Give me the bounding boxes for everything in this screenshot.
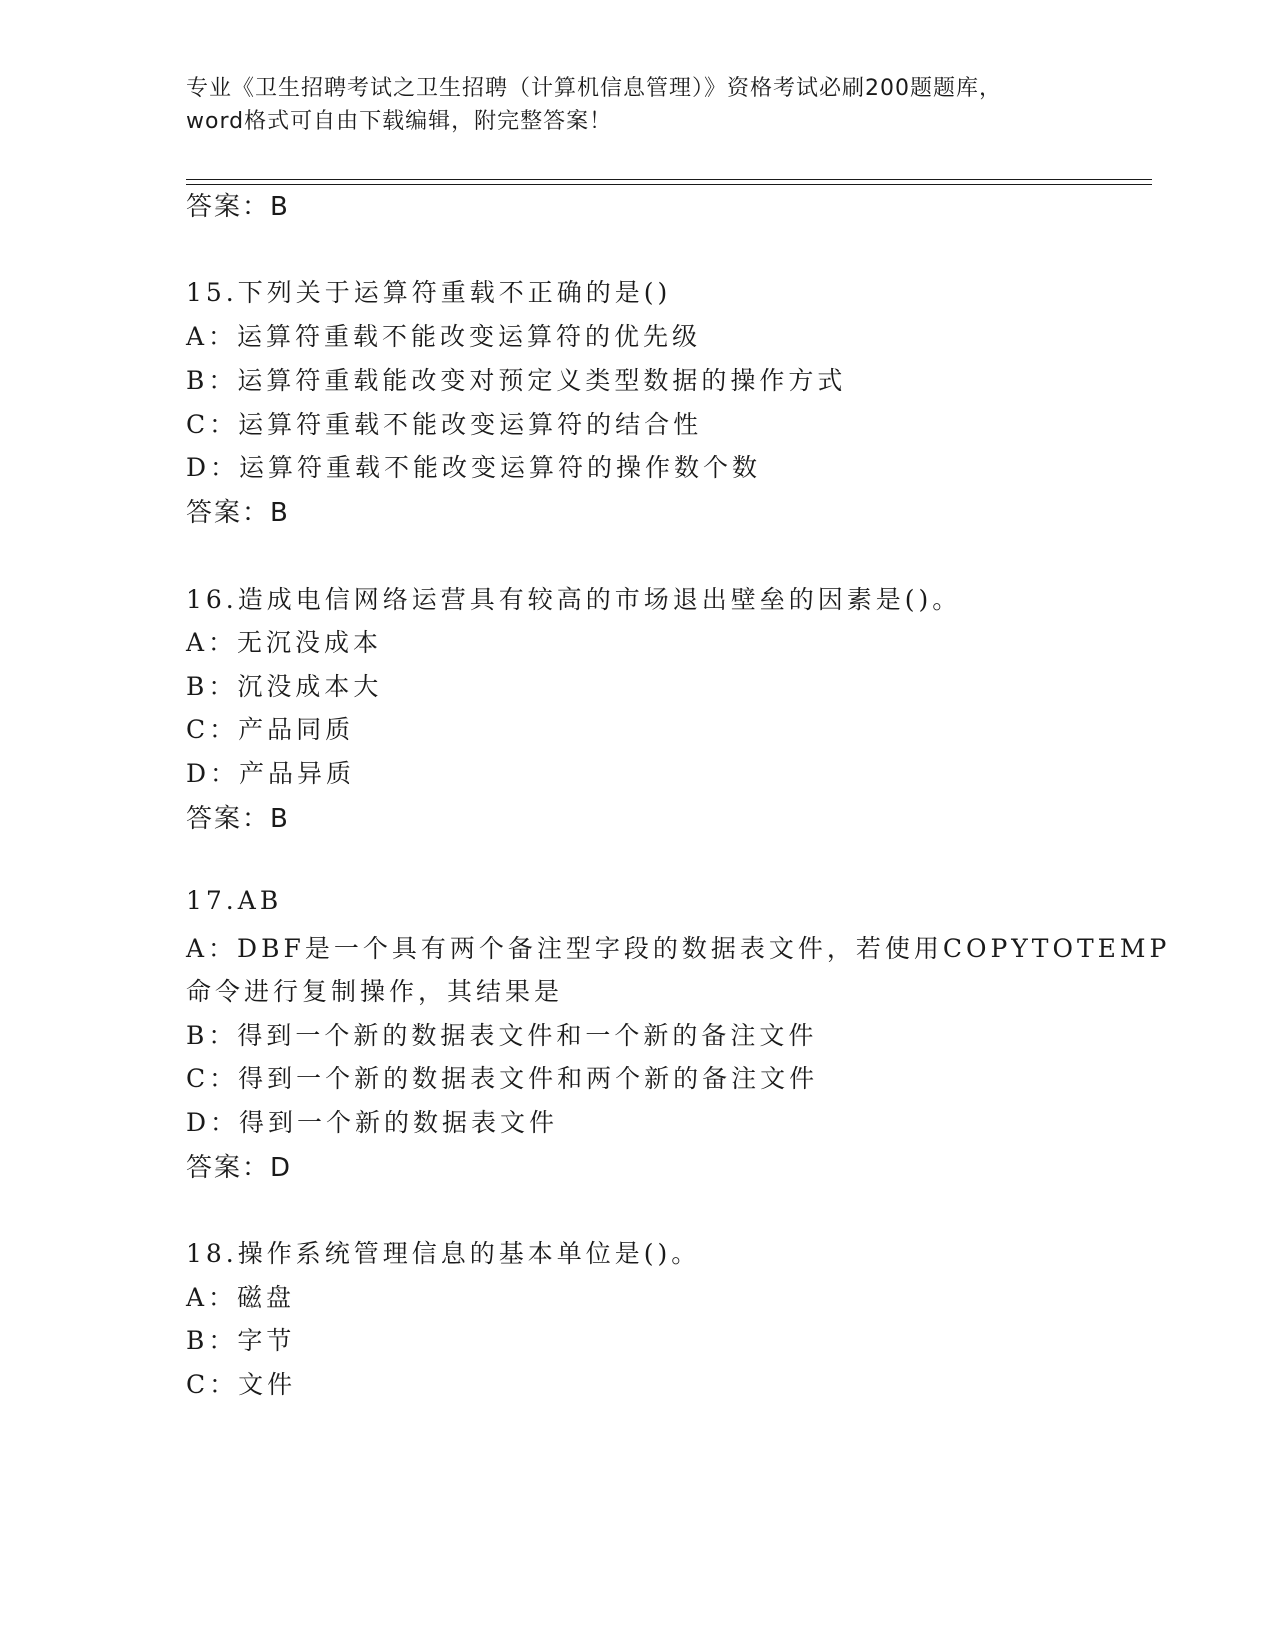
answer-line: 答案：B [186,498,290,528]
answer-line: 答案：D [186,1153,293,1183]
option-a: A：运算符重载不能改变运算符的优先级 [186,322,702,351]
question-stem: 16.造成电信网络运营具有较高的市场退出壁垒的因素是()。 [186,585,962,614]
option-d: D：得到一个新的数据表文件 [186,1108,559,1137]
option-c: C：运算符重载不能改变运算符的结合性 [186,410,703,439]
answer-line: 答案：B [186,804,290,834]
option-b: B：运算符重载能改变对预定义类型数据的操作方式 [186,366,847,395]
header-line-1: 专业《卫生招聘考试之卫生招聘（计算机信息管理）》资格考试必刷200题题库， [186,76,1002,101]
answer-line: 答案：B [186,192,290,222]
option-b: B：字节 [186,1326,296,1355]
option-a: A：磁盘 [186,1283,296,1312]
header-line-2: word格式可自由下载编辑，附完整答案！ [186,109,613,134]
option-a: A：无沉没成本 [186,628,383,657]
option-a: A：DBF是一个具有两个备注型字段的数据表文件，若使用COPYTOTEMP [186,934,1171,963]
question-stem: 17.AB [186,886,283,915]
option-b: B：得到一个新的数据表文件和一个新的备注文件 [186,1021,818,1050]
question-stem: 18.操作系统管理信息的基本单位是()。 [186,1239,701,1268]
option-d: D：产品异质 [186,759,356,788]
document-header [186,72,1086,138]
option-d: D：运算符重载不能改变运算符的操作数个数 [186,453,762,482]
option-a-continued: 命令进行复制操作，其结果是 [186,977,564,1006]
option-c: C：文件 [186,1370,297,1399]
option-b: B：沉没成本大 [186,672,383,701]
header-divider-top [186,179,1152,180]
header-divider-bottom [186,184,1152,185]
question-stem: 15.下列关于运算符重载不正确的是() [186,278,672,307]
option-c: C：得到一个新的数据表文件和两个新的备注文件 [186,1064,819,1093]
option-c: C：产品同质 [186,715,355,744]
